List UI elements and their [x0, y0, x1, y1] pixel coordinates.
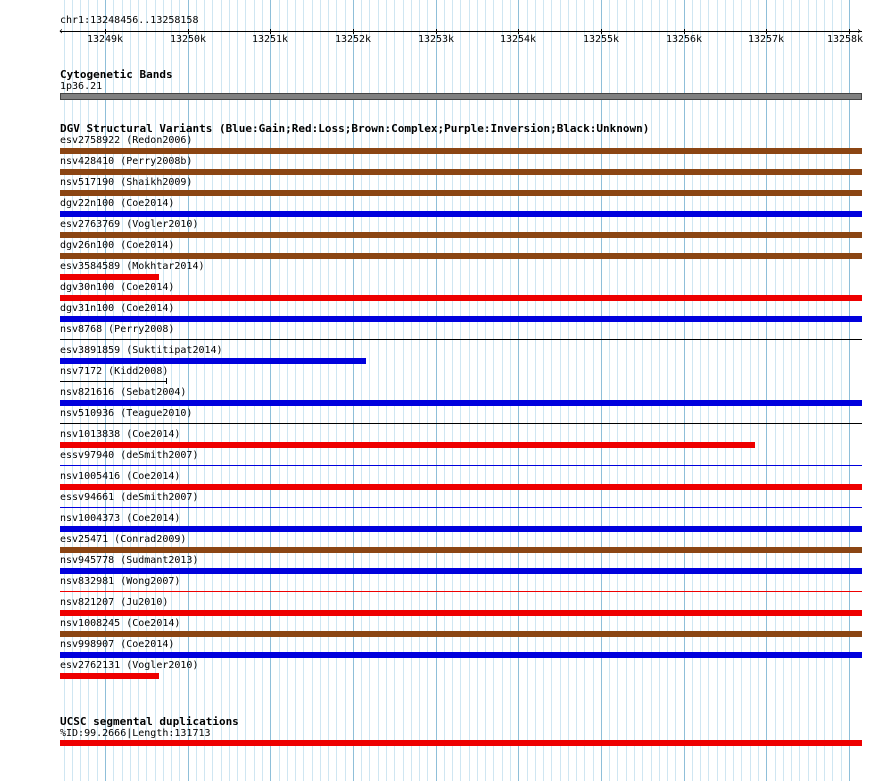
ruler-tick-label: 13254k: [499, 34, 537, 45]
variant-bar[interactable]: [60, 631, 862, 637]
cytoband-label: 1p36.21: [60, 81, 103, 92]
variant-label: dgv31n100 (Coe2014): [60, 303, 175, 314]
variant-label: nsv821207 (Ju2010): [60, 597, 169, 608]
ruler-tick-label: 13255k: [582, 34, 620, 45]
variant-label: nsv1013838 (Coe2014): [60, 429, 181, 440]
variant-bar[interactable]: [60, 381, 167, 382]
segdup-bar[interactable]: [60, 740, 862, 746]
ruler-tick-label: 13249k: [86, 34, 124, 45]
variant-label: esv2758922 (Redon2006): [60, 135, 193, 146]
variant-bar[interactable]: [60, 232, 862, 238]
variant-label: nsv1005416 (Coe2014): [60, 471, 181, 482]
variant-label: dgv30n100 (Coe2014): [60, 282, 175, 293]
variant-bar[interactable]: [60, 253, 862, 259]
variant-bar[interactable]: [60, 507, 862, 508]
location-label: chr1:13248456..13258158: [60, 15, 199, 26]
variant-bar[interactable]: [60, 568, 862, 574]
variant-bar[interactable]: [60, 295, 862, 301]
ruler-right-arrow-icon[interactable]: ›: [856, 26, 863, 37]
segdup-track-title[interactable]: UCSC segmental duplications: [60, 715, 239, 728]
cytoband-track-title[interactable]: Cytogenetic Bands: [60, 68, 173, 81]
variant-label: nsv517190 (Shaikh2009): [60, 177, 193, 188]
variant-label: nsv510936 (Teague2010): [60, 408, 193, 419]
variant-bar-end-cap: [166, 378, 167, 384]
variant-bar[interactable]: [60, 148, 862, 154]
variant-bar[interactable]: [60, 547, 862, 553]
cytoband-bar[interactable]: [60, 93, 862, 100]
segdup-label: %ID:99.2666|Length:131713: [60, 728, 211, 739]
variant-label: esv2762131 (Vogler2010): [60, 660, 199, 671]
variant-label: dgv22n100 (Coe2014): [60, 198, 175, 209]
variant-bar[interactable]: [60, 339, 862, 340]
ruler-tick-label: 13253k: [417, 34, 455, 45]
variant-bar[interactable]: [60, 169, 862, 175]
variant-label: nsv428410 (Perry2008b): [60, 156, 193, 167]
variant-label: nsv1008245 (Coe2014): [60, 618, 181, 629]
ruler-tick-label: 13257k: [747, 34, 785, 45]
variant-bar[interactable]: [60, 316, 862, 322]
variant-bar[interactable]: [60, 358, 366, 364]
variant-bar[interactable]: [60, 673, 159, 679]
variant-label: esv3584589 (Mokhtar2014): [60, 261, 205, 272]
variant-bar[interactable]: [60, 652, 862, 658]
variant-bar[interactable]: [60, 526, 862, 532]
ruler-tick-label: 13251k: [251, 34, 289, 45]
variant-label: esv25471 (Conrad2009): [60, 534, 187, 545]
ruler-line: [60, 31, 862, 32]
variant-bar[interactable]: [60, 274, 159, 280]
variant-label: nsv8768 (Perry2008): [60, 324, 175, 335]
variant-bar[interactable]: [60, 484, 862, 490]
variant-label: esv2763769 (Vogler2010): [60, 219, 199, 230]
variant-label: dgv26n100 (Coe2014): [60, 240, 175, 251]
variant-bar[interactable]: [60, 211, 862, 217]
variant-bar[interactable]: [60, 442, 755, 448]
variant-label: nsv945778 (Sudmant2013): [60, 555, 199, 566]
variant-bar[interactable]: [60, 610, 862, 616]
variant-label: essv97940 (deSmith2007): [60, 450, 199, 461]
variant-label: esv3891859 (Suktitipat2014): [60, 345, 223, 356]
variant-bar[interactable]: [60, 423, 862, 424]
variant-bar[interactable]: [60, 465, 862, 466]
variant-label: nsv821616 (Sebat2004): [60, 387, 187, 398]
variant-bar[interactable]: [60, 190, 862, 196]
ruler-tick-label: 13252k: [334, 34, 372, 45]
variant-label: nsv832981 (Wong2007): [60, 576, 181, 587]
dgv-track-title[interactable]: DGV Structural Variants (Blue:Gain;Red:Loss;Brown:Complex;Purple:Inversion;Black:Unknown): [60, 122, 650, 135]
variant-label: nsv998907 (Coe2014): [60, 639, 175, 650]
variant-label: essv94661 (deSmith2007): [60, 492, 199, 503]
ruler-tick-label: 13256k: [665, 34, 703, 45]
ruler-tick-label: 13250k: [169, 34, 207, 45]
variant-label: nsv7172 (Kidd2008): [60, 366, 169, 377]
ruler-tick-label: 13258k: [826, 34, 864, 45]
ruler-left-arrow-icon[interactable]: ‹: [58, 26, 65, 37]
variant-label: nsv1004373 (Coe2014): [60, 513, 181, 524]
variant-bar[interactable]: [60, 400, 862, 406]
variant-bar[interactable]: [60, 591, 862, 592]
